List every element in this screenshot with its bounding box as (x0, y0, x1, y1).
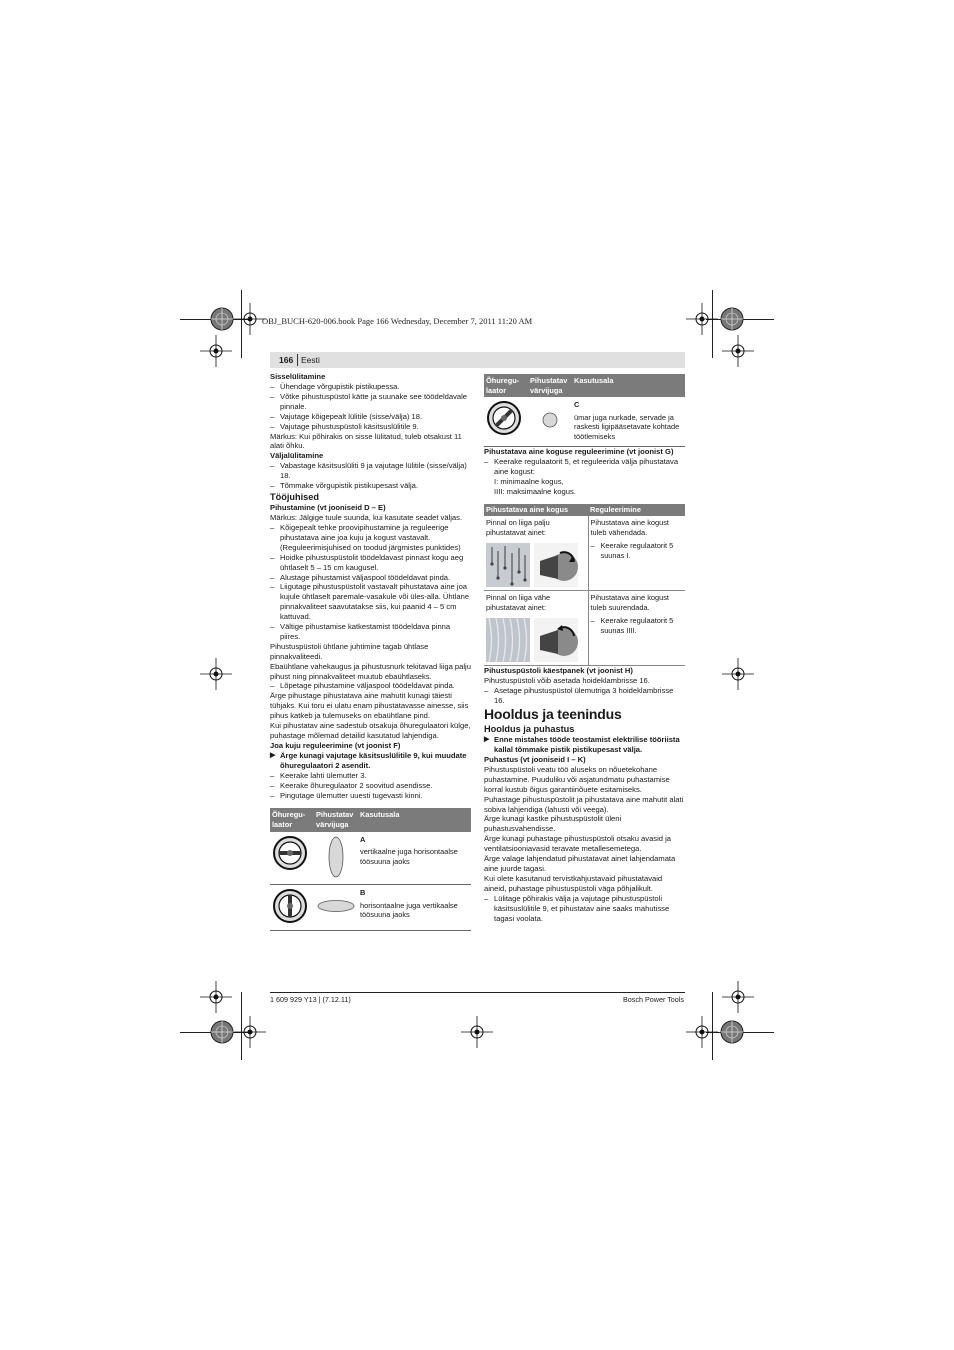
usage-text: ümar juga nurkade, servade ja raskesti ligipääsetavate kohtade töötlemiseks (574, 412, 680, 441)
table-row (484, 516, 685, 591)
crosshair-icon (718, 331, 758, 371)
vertical-spray-pattern-icon (316, 835, 356, 879)
table-header: Pihustatav värvijuga (314, 808, 358, 831)
right-column (484, 374, 685, 923)
adjustment-text: Pihustatava aine kogust tuleb suurendada. (590, 593, 669, 612)
body-paragraph: Ärge kunagi puhastage pihustuspüstoli otsaku avasid ja ventilatsiooniavasid teravate metallesemetega. (484, 834, 672, 854)
illustration-pair (486, 543, 586, 587)
illustration-pair (486, 618, 586, 662)
table-header: Õhuregu- laator (270, 808, 314, 831)
footer-doc-number: 1 609 929 Y13 | (7.12.11) (270, 995, 351, 1004)
language-label: Eesti (301, 355, 320, 365)
crosshair-icon (457, 1012, 497, 1052)
page-header (270, 352, 685, 368)
section-heading: Puhastus (vt jooniseid I – K) (484, 754, 586, 764)
table-row (270, 885, 471, 931)
section-heading: Pihustuspüstoli käestpanek (vt joonist H) (484, 666, 633, 676)
list-item: – Hoidke pihustuspüstolit töödeldavast pinnast kogu aeg ühtlaselt 5 – 15 cm kaugusel. (270, 553, 471, 573)
crosshair-icon (718, 654, 758, 694)
setting-min: I: minimaalne kogus, (494, 476, 564, 486)
note-paragraph: Märkus: Kui põhirakis on sisse lülitatud, tuleb otsakust 11 alati õhku. (270, 431, 462, 451)
list-item: – Vabastage käsitsuslüliti 9 ja vajutage lülitile (sisse/välja) 18. (270, 461, 471, 481)
spray-pattern-table-continued (484, 374, 685, 447)
spray-amount-table (484, 504, 685, 666)
air-regulator-c-icon (486, 400, 522, 436)
list-item: – Lülitage põhirakis välja ja vajutage pihustuspüstoli käsitsuslülitile 9, et pihustatav aine saaks mahutisse tagasi voolata. (484, 894, 685, 924)
chapter-title: Hooldus ja teenindus (484, 706, 622, 723)
list-item: – Keerake õhuregulaator 2 soovitud asendisse. (270, 781, 471, 791)
air-regulator-b-icon (272, 888, 308, 924)
note-paragraph: Märkus: Jälgige tuule suunda, kui kasutate seadet väljas. (270, 513, 463, 523)
body-paragraph: Ebaühtlane vahekaugus ja pihustusnurk tekitavad liiga palju pihust ning pinnakvaliteet muutub ebaühtlaseks. (270, 661, 471, 681)
body-paragraph: Pihustuspüstoli veatu töö aluseks on nõuetekohane puhastamine. Puuduliku või asjatundmatu puhastamise korral kustub õigus garantiinõuete esitamiseks. (484, 764, 670, 794)
page-number: 166 (279, 355, 294, 365)
crosshair-icon (196, 331, 236, 371)
list-item: – Pingutage ülemutter uuesti tugevasti kinni. (270, 791, 471, 801)
regulator-knob-decrease-illustration (534, 543, 578, 587)
table-row (484, 397, 685, 446)
section-title: Hooldus ja puhastus (484, 724, 575, 735)
body-paragraph: Kui pihustatav aine sadestub otsakuja õhuregulaatori külge, puhastage mõlemad detailid kasutatud lahjendiga. (270, 721, 471, 740)
list-item: – Keerake regulaatorit 5, et reguleerida välja pihustatava aine kogust: (484, 457, 685, 477)
list-item: – Tõmmake võrgupistik pistikupesast välja. (270, 481, 471, 491)
list-item: – Kõigepealt tehke proovipihustamine ja reguleerige pihustatava aine joa kuju ja kogust vastavalt. (Reguleerimisjuhised on toodud järgmistes punktides) (270, 523, 471, 553)
list-item: – Vajutage kõigepealt lülitile (sisse/välja) 18. (270, 412, 471, 422)
crosshair-icon (230, 1012, 270, 1052)
list-item: – Keerake regulaatorit 5 suunas IIII. (591, 616, 684, 635)
left-column (270, 372, 471, 931)
usage-text: vertikaalne juga horisontaalse töösuuna jaoks (360, 847, 458, 866)
usage-text: horisontaalne juga vertikaalse töösuuna jaoks (360, 900, 458, 920)
section-heading: Sisselülitamine (270, 372, 326, 381)
body-paragraph: Puhastage pihustuspüstolit ja pihustatava aine mahutit alati sobiva lahjendiga (lahusti või veega). (484, 794, 684, 814)
crosshair-icon (718, 977, 758, 1017)
warning-text: Ärge kunagi vajutage käsitsuslülitile 9, kui muudate õhuregulaatori 2 asendit. (280, 750, 467, 770)
table-header: Õhuregu- laator (484, 374, 528, 397)
setting-max: IIII: maksimaalne kogus. (494, 486, 576, 496)
body-paragraph: Ärge kunagi kastke pihustuspüstolit üleni puhastusvahendisse. (484, 814, 622, 834)
section-title: Tööjuhised (270, 492, 319, 503)
warning-text: Enne mistahes tööde teostamist elektrilise tööriista kallal tõmmake pistik pistikupesast välja. (494, 735, 680, 754)
footer-brand: Bosch Power Tools (623, 995, 684, 1004)
body-paragraph: Pihustuspüstoli ühtlane juhtimine tagab ühtlase pinnakvaliteedi. (270, 641, 429, 661)
table-header: Pihustatav värvijuga (528, 374, 572, 397)
list-item: – Ühendage võrgupistik pistikupessa. (270, 382, 471, 392)
warning-item (484, 735, 685, 755)
registration-mark-icon (712, 1012, 752, 1052)
thin-coat-surface-illustration (486, 618, 530, 662)
regulator-letter: B (360, 888, 366, 898)
list-item: – Alustage pihustamist väljaspool töödeldavat pinda. (270, 573, 471, 583)
warning-item (270, 751, 471, 771)
table-row (270, 832, 471, 885)
table-header: Pihustatava aine kogus (484, 504, 588, 516)
regulator-letter: A (360, 834, 366, 844)
list-item: – Liigutage pihustuspüstolit vastavalt pihustatava aine joa kujule ühtlaselt paremale-vasakule või üles-alla. Ühtlane pinnakvaliteet saavutatakse siis, kui paanid 4 – 5 cm kattuvad. (270, 582, 471, 622)
section-heading: Joa kuju reguleerimine (vt joonist F) (270, 740, 401, 750)
round-spray-pattern-icon (530, 400, 570, 440)
spray-pattern-table (270, 808, 471, 930)
body-paragraph: Kui olete kasutanud tervistkahjustavaid pihustatavaid aineid, puhastage pihustuspüstoli väga põhjalikult. (484, 873, 663, 893)
table-header: Reguleerimine (588, 504, 685, 516)
header-divider (297, 354, 298, 366)
table-header: Kasutusala (572, 374, 685, 397)
adjustment-text: Pihustatava aine kogust tuleb vähendada. (590, 518, 669, 537)
list-item: – Keerake lahti ülemutter 3. (270, 771, 471, 781)
regulator-letter: C (574, 400, 580, 410)
list-item: – Keerake regulaatorit 5 suunas I. (591, 541, 684, 560)
air-regulator-a-icon (272, 835, 308, 871)
list-item: – Võtke pihustuspüstol kätte ja suunake see töödeldavale pinnale. (270, 392, 471, 412)
list-item: – Vajutage pihustuspüstoli käsitsuslülitile 9. (270, 422, 471, 432)
table-row (484, 591, 685, 666)
footer-divider (270, 992, 685, 993)
condition-text: Pinnal on liiga vähe pihustatavat ainet: (486, 593, 551, 612)
list-item: – Lõpetage pihustamine väljaspool töödeldavat pinda. (270, 681, 471, 691)
section-heading: Väljalülitamine (270, 451, 324, 461)
crosshair-icon (196, 654, 236, 694)
crosshair-icon (196, 977, 236, 1017)
section-heading: Pihustatava aine koguse reguleerimine (vt joonist G) (484, 446, 674, 456)
body-paragraph: Pihustuspüstoli võib asetada hoideklambrisse 16. (484, 676, 650, 686)
body-paragraph: Ärge valage lahjendatud pihustatavat ainet lahjendamata aine juurde tagasi. (484, 854, 676, 873)
body-paragraph: Ärge pihustage pihustatava aine mahutit kunagi täiesti tühjaks. Kui toru ei ulatu enam pihustatavasse ainesse, siis pihus katkeb ja tulemuseks on ebaühtlane pind. (270, 691, 469, 721)
arrow-icon: ▶ (484, 736, 490, 744)
arrow-icon: ▶ (270, 751, 276, 759)
regulator-knob-increase-illustration (534, 618, 578, 662)
list-item: – Vältige pihustamise katkestamist töödeldava pinna piires. (270, 622, 471, 642)
section-heading: Pihustamine (vt jooniseid D – E) (270, 503, 386, 513)
table-header: Kasutusala (358, 808, 471, 831)
print-info: OBJ_BUCH-620-006.book Page 166 Wednesday, December 7, 2011 11:20 AM (262, 316, 533, 326)
horizontal-spray-pattern-icon (316, 888, 356, 924)
list-item: – Asetage pihustuspüstol ülemutriga 3 hoideklambrisse 16. (484, 686, 685, 706)
runs-surface-illustration (486, 543, 530, 587)
condition-text: Pinnal on liiga palju pihustatavat ainet: (486, 518, 550, 537)
